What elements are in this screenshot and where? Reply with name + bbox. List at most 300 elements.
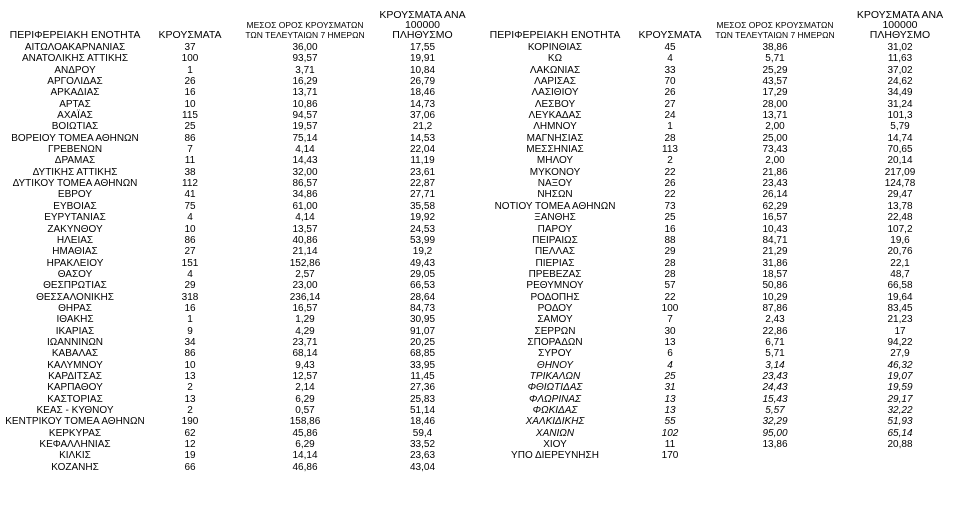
cell-per: 29,47 [887, 189, 913, 201]
cell-avg: 23,00 [292, 280, 318, 292]
cell-name: ΘΕΣΠΡΩΤΙΑΣ [43, 280, 107, 292]
cell-cases: 25 [184, 121, 196, 133]
cell-cases: 30 [664, 325, 676, 337]
cell-cases: 170 [661, 450, 679, 462]
cell-cases: 13 [664, 336, 676, 348]
cell-cases: 29 [664, 246, 676, 258]
table-row [0, 326, 480, 337]
cell-name: ΑΧΑΪΑΣ [57, 110, 93, 122]
table-row [480, 65, 960, 76]
cell-per: 24,62 [887, 76, 913, 88]
cell-cases: 7 [187, 144, 193, 156]
cell-avg: 158,86 [289, 416, 321, 428]
table-row [480, 42, 960, 53]
cell-name: ΧΑΝΙΩΝ [535, 427, 575, 439]
cell-avg: 95,00 [762, 427, 788, 439]
cell-name: ΑΡΓΟΛΙΔΑΣ [47, 76, 103, 88]
cell-avg: 21,86 [762, 166, 788, 178]
cell-name: ΣΕΡΡΩΝ [534, 325, 576, 337]
cell-avg: 5,71 [765, 53, 785, 65]
cell-avg: 94,57 [292, 110, 318, 122]
cell-name: ΞΑΝΘΗΣ [534, 212, 576, 224]
cell-avg: 16,57 [292, 302, 318, 314]
cell-name: ΘΑΣΟΥ [57, 268, 93, 280]
table-row [0, 450, 480, 461]
cell-avg: 24,43 [762, 382, 788, 394]
cell-name: ΒΟΙΩΤΙΑΣ [51, 121, 99, 133]
table-row [480, 121, 960, 132]
table-row [0, 462, 480, 473]
cell-avg: 87,86 [762, 302, 788, 314]
cell-avg: 9,43 [295, 359, 315, 371]
table-row [480, 246, 960, 257]
cell-per: 11,19 [410, 155, 435, 167]
cell-per: 21,2 [412, 121, 433, 133]
cell-name: ΠΙΕΡΙΑΣ [535, 257, 575, 269]
cell-avg: 14,43 [292, 155, 318, 167]
cell-cases: 115 [182, 110, 198, 122]
left-table-header [0, 0, 480, 42]
cell-cases: 13 [664, 405, 676, 416]
cell-per: 27,9 [890, 348, 910, 360]
cell-cases: 26 [664, 87, 676, 99]
cell-name: ΔΡΑΜΑΣ [54, 155, 96, 167]
table-row [0, 178, 480, 189]
cell-name: ΑΝΑΤΟΛΙΚΗΣ ΑΤΤΙΚΗΣ [21, 53, 129, 65]
cell-cases: 70 [664, 76, 676, 88]
header-per [365, 10, 480, 40]
cell-per: 14,74 [887, 132, 913, 144]
table-row [0, 121, 480, 132]
cell-cases: 10 [184, 223, 196, 235]
cell-per: 22,04 [409, 144, 436, 156]
cell-avg: 10,86 [292, 98, 318, 110]
table-row [0, 53, 480, 64]
table-row [480, 348, 960, 359]
cell-cases: 102 [661, 427, 679, 439]
cell-cases: 88 [664, 234, 676, 246]
cell-cases: 16 [184, 87, 196, 99]
cell-name: ΔΥΤΙΚΟΥ ΤΟΜΕΑ ΑΘΗΝΩΝ [12, 178, 138, 190]
cell-per: 29,17 [887, 393, 913, 405]
cell-per: 10,84 [409, 64, 436, 76]
cell-cases: 7 [667, 314, 673, 326]
cell-name: ΧΑΛΚΙΔΙΚΗΣ [525, 416, 585, 428]
cell-per: 20,88 [887, 439, 913, 451]
cell-cases: 12 [184, 439, 196, 451]
table-row [480, 326, 960, 337]
cell-per: 107,2 [887, 223, 913, 235]
header-cases: ΚΡΟΥΣΜΑΤΑ [158, 29, 222, 41]
cell-per: 22,48 [887, 212, 913, 224]
cell-cases: 27 [664, 98, 676, 110]
header-per-line2: ΠΛΗΘΥΣΜΟ [869, 29, 931, 41]
cell-per: 217,09 [884, 166, 916, 178]
right-table-header [480, 0, 960, 42]
cell-cases: 112 [182, 178, 198, 190]
cell-avg: 21,29 [762, 246, 788, 258]
table-row [480, 314, 960, 325]
cell-name: ΚΟΖΑΝΗΣ [51, 461, 99, 473]
cell-name: ΝΗΣΩΝ [537, 189, 573, 201]
cell-name: ΧΙΟΥ [543, 439, 567, 451]
table-row [480, 110, 960, 121]
cell-cases: 41 [184, 189, 196, 201]
cell-avg: 23,43 [762, 178, 788, 190]
header-avg-line1: ΜΕΣΟΣ ΟΡΟΣ ΚΡΟΥΣΜΑΤΩΝ [246, 20, 364, 30]
cell-cases: 2 [667, 155, 673, 167]
cell-name: ΚΑΡΔΙΤΣΑΣ [48, 370, 102, 382]
cell-avg: 1,29 [295, 314, 315, 326]
cell-name: ΚΑΡΠΑΘΟΥ [47, 382, 103, 394]
cell-name: ΙΘΑΚΗΣ [56, 314, 94, 326]
cell-avg: 4,14 [295, 212, 315, 224]
cell-per: 43,04 [409, 461, 436, 473]
cell-avg: 68,14 [292, 348, 318, 360]
header-avg [245, 20, 365, 40]
cell-avg: 62,29 [762, 200, 788, 212]
cell-cases: 38 [184, 166, 196, 178]
table-row [480, 303, 960, 314]
cell-cases: 2 [187, 405, 193, 416]
cell-name: ΕΒΡΟΥ [57, 189, 93, 201]
cell-cases: 9 [187, 325, 193, 337]
cell-per: 17,55 [409, 42, 436, 53]
cell-name: ΕΥΡΥΤΑΝΙΑΣ [44, 212, 106, 224]
cell-avg: 16,29 [292, 76, 318, 88]
cell-name: ΕΥΒΟΙΑΣ [53, 200, 97, 212]
cell-name: ΣΑΜΟΥ [537, 314, 573, 326]
table-row [0, 133, 480, 144]
table-row [480, 133, 960, 144]
cell-cases: 24 [664, 110, 676, 122]
cell-per: 19,2 [412, 246, 433, 258]
cell-cases: 16 [664, 223, 676, 235]
cell-per: 20,76 [887, 246, 913, 258]
cell-name: ΗΡΑΚΛΕΙΟΥ [46, 257, 104, 269]
cell-cases: 55 [664, 416, 676, 428]
cell-per: 68,85 [409, 348, 436, 360]
cell-avg: 50,86 [762, 280, 788, 292]
cell-avg: 2,00 [765, 121, 785, 133]
cell-avg: 2,43 [765, 314, 785, 326]
cell-name: ΛΕΣΒΟΥ [534, 98, 576, 110]
cell-name: ΜΕΣΣΗΝΙΑΣ [526, 144, 584, 156]
table-row [0, 155, 480, 166]
cell-per: 31,24 [887, 98, 913, 110]
cell-avg: 236,14 [289, 291, 321, 303]
cell-name: ΠΑΡΟΥ [537, 223, 573, 235]
table-row [480, 155, 960, 166]
table-row [0, 144, 480, 155]
cell-cases: 26 [184, 76, 196, 88]
header-unit: ΠΕΡΙΦΕΡΕΙΑΚΗ ΕΝΟΤΗΤΑ [489, 29, 621, 41]
cell-name: ΣΠΟΡΑΔΩΝ [527, 336, 583, 348]
table-row [0, 360, 480, 371]
cell-cases: 16 [184, 302, 196, 314]
cell-per: 33,95 [409, 359, 436, 371]
cell-per: 18,46 [409, 416, 436, 428]
table-row [0, 303, 480, 314]
cell-name: ΑΝΔΡΟΥ [54, 64, 96, 76]
table-row [0, 382, 480, 393]
table-row [0, 428, 480, 439]
cell-per: 22,87 [409, 178, 436, 190]
cell-avg: 5,57 [765, 405, 785, 416]
cell-avg: 4,14 [295, 144, 315, 156]
cell-per: 19,92 [409, 212, 436, 224]
cell-per: 13,78 [887, 200, 913, 212]
cell-per: 11,45 [410, 370, 435, 382]
cell-per: 49,43 [409, 257, 436, 269]
table-row [480, 416, 960, 427]
cell-cases: 19 [184, 450, 196, 462]
cell-avg: 28,00 [762, 98, 788, 110]
cell-name: ΖΑΚΥΝΘΟΥ [47, 223, 103, 235]
header-per-line2: ΠΛΗΘΥΣΜΟ [392, 29, 453, 41]
cell-avg: 6,29 [295, 393, 315, 405]
table-row [0, 394, 480, 405]
table-row [480, 269, 960, 280]
cell-name: ΔΥΤΙΚΗΣ ΑΤΤΙΚΗΣ [32, 166, 118, 178]
cell-name: ΛΑΚΩΝΙΑΣ [529, 64, 581, 76]
cell-name: ΗΛΕΙΑΣ [56, 234, 94, 246]
cell-avg: 22,86 [762, 325, 788, 337]
cell-cases: 26 [664, 178, 676, 190]
cell-name: ΠΕΛΛΑΣ [534, 246, 576, 258]
cell-per: 66,53 [409, 280, 436, 292]
cell-avg: 6,29 [295, 439, 315, 451]
table-row [0, 246, 480, 257]
cell-per: 33,52 [409, 439, 436, 451]
table-row [480, 201, 960, 212]
cell-cases: 4 [667, 53, 673, 65]
cell-avg: 32,00 [292, 166, 318, 178]
cell-cases: 151 [181, 257, 199, 269]
cell-name: ΦΩΚΙΔΑΣ [532, 405, 578, 416]
cell-avg: 19,57 [292, 121, 318, 133]
cell-avg: 61,00 [292, 200, 318, 212]
cell-name: ΡΕΘΥΜΝΟΥ [526, 280, 584, 292]
cell-name: ΣΥΡΟΥ [538, 348, 572, 360]
table-row [0, 99, 480, 110]
cell-name: ΥΠΟ ΔΙΕΡΕΥΝΗΣΗ [511, 450, 599, 462]
table-row [0, 212, 480, 223]
table-row [0, 269, 480, 280]
cell-per: 19,91 [409, 53, 436, 65]
table-row [480, 99, 960, 110]
table-row [0, 65, 480, 76]
cell-name: ΚΑΛΥΜΝΟΥ [47, 359, 103, 371]
table-row [480, 87, 960, 98]
table-row [0, 42, 480, 53]
header-cases: ΚΡΟΥΣΜΑΤΑ [638, 29, 702, 41]
table-row [0, 371, 480, 382]
cell-cases: 86 [184, 132, 196, 144]
cell-cases: 1 [187, 314, 193, 326]
cell-per: 18,46 [409, 87, 436, 99]
cell-avg: 38,86 [762, 42, 788, 53]
cell-avg: 23,43 [762, 370, 788, 382]
cell-avg: 5,71 [765, 348, 785, 360]
cell-cases: 86 [184, 234, 196, 246]
cell-name: ΘΕΣΣΑΛΟΝΙΚΗΣ [36, 291, 114, 303]
cell-per: 25,83 [409, 393, 436, 405]
cell-name: ΚΕΦΑΛΛΗΝΙΑΣ [39, 439, 111, 451]
cell-avg: 21,14 [292, 246, 318, 258]
table-row [0, 314, 480, 325]
cell-per: 59,4 [412, 427, 433, 439]
cell-cases: 100 [181, 53, 199, 65]
cell-name: ΛΑΡΙΣΑΣ [534, 76, 576, 88]
cell-per: 26,79 [409, 76, 436, 88]
cell-per: 19,64 [887, 291, 913, 303]
cell-name: ΛΕΥΚΑΔΑΣ [528, 110, 582, 122]
cell-per: 29,05 [409, 268, 436, 280]
cell-per: 19,59 [887, 382, 913, 394]
table-row [0, 235, 480, 246]
cell-avg: 31,86 [762, 257, 788, 269]
cell-name: ΦΘΙΩΤΙΔΑΣ [527, 382, 583, 394]
cell-per: 21,23 [887, 314, 913, 326]
cell-avg: 3,14 [765, 359, 785, 371]
cell-cases: 33 [664, 64, 676, 76]
cell-per: 66,58 [887, 280, 913, 292]
cell-avg: 13,71 [762, 110, 788, 122]
right-table-body [480, 42, 960, 462]
table-row [480, 280, 960, 291]
cell-per: 34,49 [887, 87, 913, 99]
table-row [0, 348, 480, 359]
cell-name: ΜΥΚΟΝΟΥ [529, 166, 581, 178]
cell-avg: 23,71 [292, 336, 318, 348]
header-per-line1: ΚΡΟΥΣΜΑΤΑ ΑΝΑ 100000 [379, 9, 466, 31]
cell-name: ΚΩ [547, 53, 563, 65]
cell-per: 11,63 [887, 53, 913, 65]
cell-cases: 6 [667, 348, 673, 360]
table-row [480, 360, 960, 371]
cell-per: 30,95 [409, 314, 436, 326]
cell-per: 5,79 [890, 121, 910, 133]
cell-cases: 4 [667, 359, 673, 371]
table-row [0, 189, 480, 200]
cell-avg: 2,00 [765, 155, 785, 167]
table-row [0, 405, 480, 416]
cell-avg: 73,43 [762, 144, 788, 156]
cell-avg: 13,86 [762, 439, 788, 451]
cell-cases: 28 [664, 257, 676, 269]
cell-name: ΡΟΔΟΠΗΣ [530, 291, 580, 303]
cell-cases: 34 [184, 336, 196, 348]
cell-cases: 28 [664, 268, 676, 280]
cell-avg: 17,29 [762, 87, 788, 99]
cell-cases: 2 [187, 382, 193, 394]
cell-cases: 100 [661, 302, 679, 314]
table-row [480, 144, 960, 155]
cell-avg: 4,29 [295, 325, 315, 337]
cell-name: ΚΑΒΑΛΑΣ [51, 348, 99, 360]
cell-avg: 34,86 [292, 189, 318, 201]
cell-cases: 113 [662, 144, 678, 156]
cell-name: ΚΕΝΤΡΙΚΟΥ ΤΟΜΕΑ ΑΘΗΝΩΝ [5, 416, 145, 428]
header-unit: ΠΕΡΙΦΕΡΕΙΑΚΗ ΕΝΟΤΗΤΑ [9, 29, 141, 41]
cell-per: 20,25 [409, 336, 436, 348]
cell-cases: 62 [184, 427, 196, 439]
table-row [480, 428, 960, 439]
cell-cases: 31 [664, 382, 676, 394]
cell-cases: 86 [184, 348, 196, 360]
cell-per: 19,07 [887, 370, 913, 382]
cell-avg: 26,14 [762, 189, 788, 201]
table-row [480, 212, 960, 223]
cell-cases: 13 [184, 370, 196, 382]
cell-cases: 29 [184, 280, 196, 292]
table-row [0, 416, 480, 427]
cell-per: 17 [894, 325, 906, 337]
cell-cases: 4 [187, 268, 193, 280]
cell-name: ΚΕΡΚΥΡΑΣ [48, 427, 102, 439]
cell-cases: 13 [184, 393, 196, 405]
cell-cases: 22 [664, 189, 676, 201]
table-row [0, 292, 480, 303]
table-row [480, 76, 960, 87]
table-row [480, 292, 960, 303]
cell-name: ΝΑΞΟΥ [537, 178, 573, 190]
cell-per: 37,06 [409, 110, 436, 122]
cell-per: 32,22 [887, 405, 913, 416]
cell-avg: 6,71 [765, 336, 785, 348]
cell-cases: 22 [664, 166, 676, 178]
cell-avg: 25,00 [762, 132, 788, 144]
header-per [840, 10, 960, 40]
table-row [480, 405, 960, 416]
cell-cases: 11 [664, 439, 676, 451]
cell-name: ΝΟΤΙΟΥ ΤΟΜΕΑ ΑΘΗΝΩΝ [494, 200, 616, 212]
table-row [480, 178, 960, 189]
cell-per: 84,73 [409, 302, 436, 314]
cell-cases: 22 [664, 291, 676, 303]
cell-name: ΚΙΛΚΙΣ [59, 450, 91, 462]
table-row [0, 201, 480, 212]
cell-avg: 152,86 [289, 257, 321, 269]
cell-name: ΚΑΣΤΟΡΙΑΣ [47, 393, 103, 405]
table-row [480, 224, 960, 235]
table-row [0, 439, 480, 450]
table-row [0, 76, 480, 87]
table-row [480, 394, 960, 405]
cell-per: 28,64 [409, 291, 436, 303]
cell-avg: 3,71 [295, 64, 315, 76]
table-row [480, 53, 960, 64]
cell-name: ΒΟΡΕΙΟΥ ΤΟΜΕΑ ΑΘΗΝΩΝ [11, 132, 139, 144]
header-avg-line2: ΤΩΝ ΤΕΛΕΥΤΑΙΩΝ 7 ΗΜΕΡΩΝ [715, 30, 835, 40]
cell-per: 27,36 [409, 382, 436, 394]
cell-per: 48,7 [890, 268, 910, 280]
cell-cases: 11 [184, 155, 196, 167]
cell-per: 46,32 [887, 359, 913, 371]
cell-avg: 10,43 [762, 223, 788, 235]
cell-cases: 10 [184, 359, 196, 371]
cell-per: 23,61 [409, 166, 436, 178]
cell-per: 19,6 [890, 234, 910, 246]
cell-cases: 73 [664, 200, 676, 212]
cell-cases: 75 [184, 200, 196, 212]
cell-per: 23,63 [409, 450, 436, 462]
cell-name: ΜΑΓΝΗΣΙΑΣ [526, 132, 584, 144]
cell-cases: 1 [667, 121, 673, 133]
table-row [480, 337, 960, 348]
cell-per: 65,14 [887, 427, 913, 439]
